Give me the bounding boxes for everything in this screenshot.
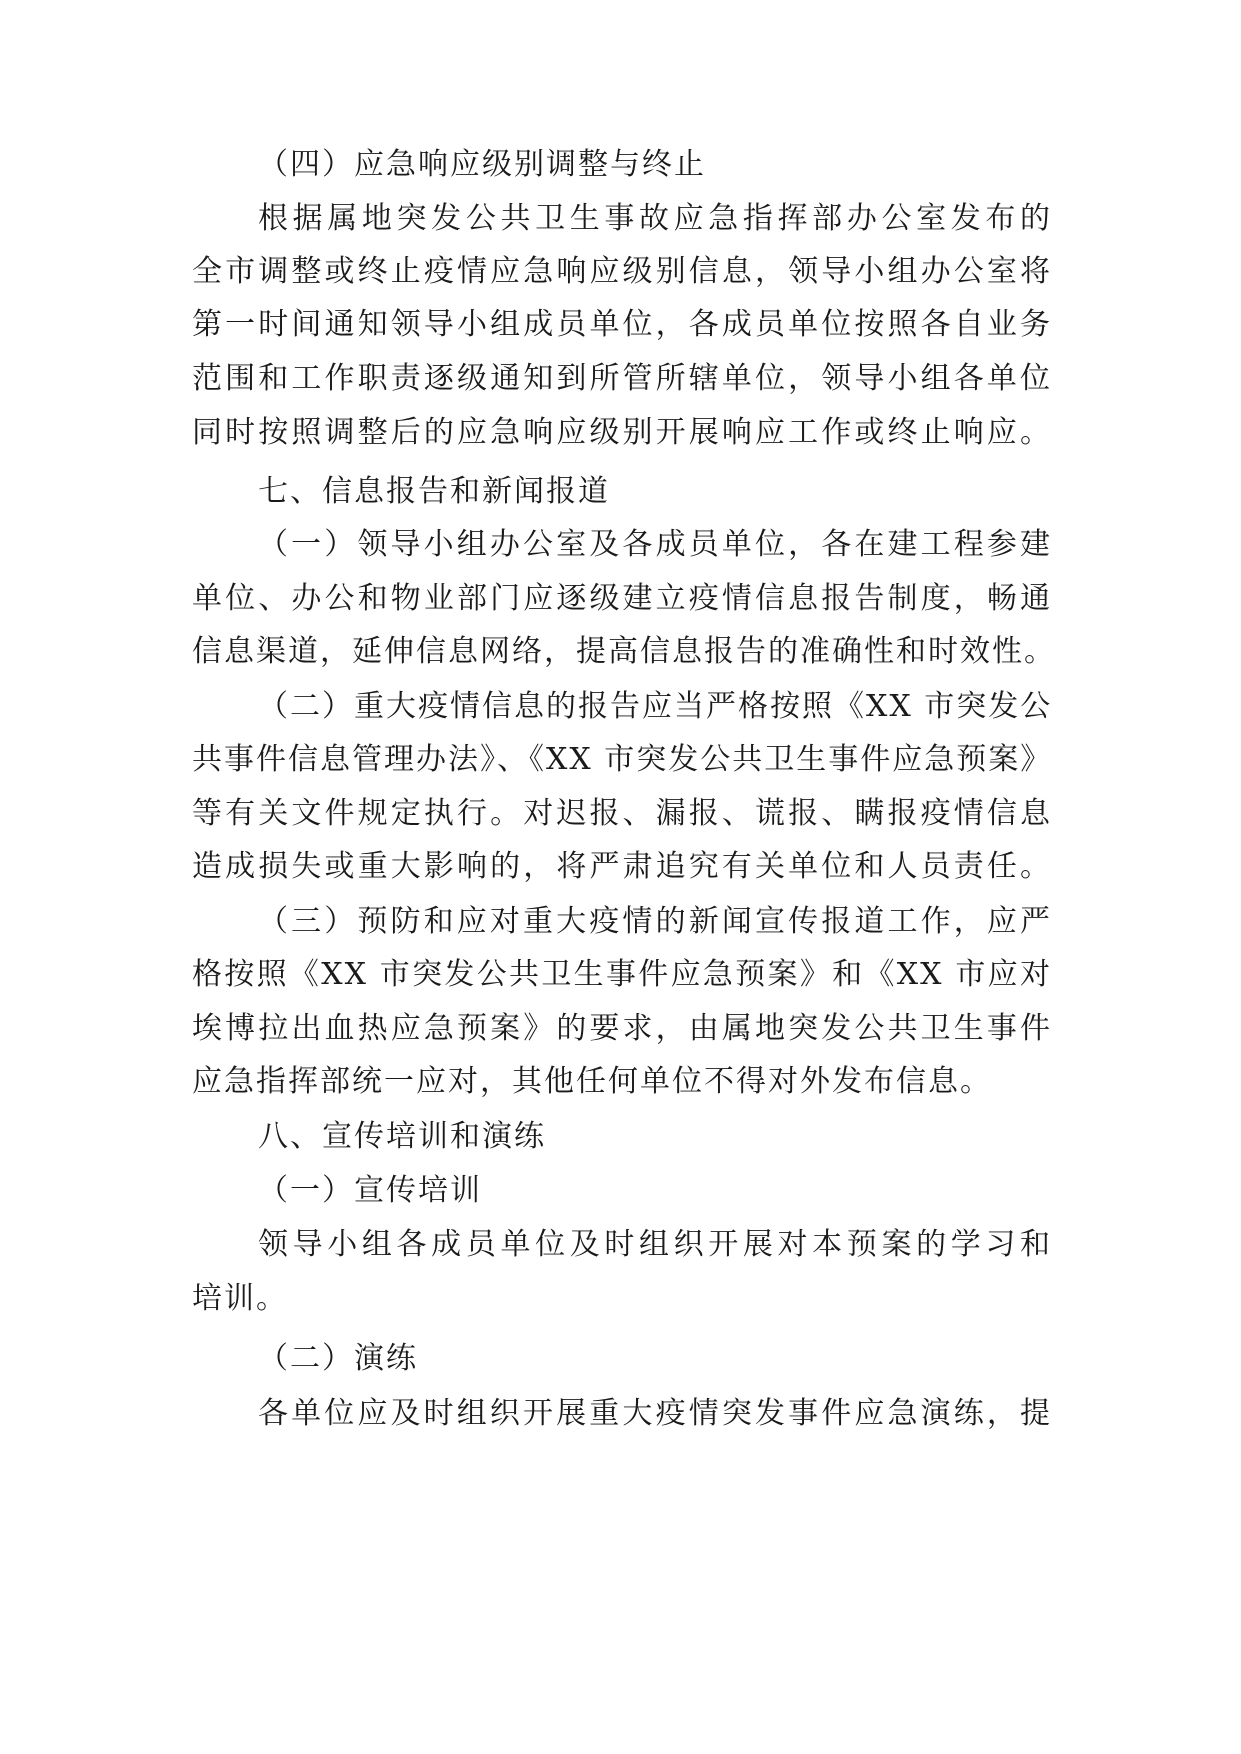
text-line: 领导小组各成员单位及时组织开展对本预案的学习和	[258, 1227, 1052, 1262]
text-line: 全市调整或终止疫情应急响应级别信息，领导小组办公室将	[192, 254, 1052, 289]
text-line: 等有关文件规定执行。对迟报、漏报、谎报、瞒报疫情信息	[192, 796, 1052, 831]
text-line: 根据属地突发公共卫生事故应急指挥部办公室发布的	[258, 201, 1052, 236]
text-line: 单位、办公和物业部门应逐级建立疫情信息报告制度，畅通	[192, 581, 1052, 616]
text-line: 培训。	[192, 1281, 288, 1316]
text-line: 造成损失或重大影响的，将严肃追究有关单位和人员责任。	[192, 849, 1052, 884]
text-line: 八、宣传培训和演练	[258, 1119, 546, 1154]
text-line: 第一时间通知领导小组成员单位，各成员单位按照各自业务	[192, 307, 1052, 342]
text-line: （二）重大疫情信息的报告应当严格按照《XX 市突发公	[258, 689, 1053, 724]
text-line: 格按照《XX 市突发公共卫生事件应急预案》和《XX 市应对	[192, 957, 1052, 992]
text-line: 同时按照调整后的应急响应级别开展响应工作或终止响应。	[192, 415, 1052, 450]
text-line: 范围和工作职责逐级通知到所管所辖单位，领导小组各单位	[192, 361, 1052, 396]
text-line: 各单位应及时组织开展重大疫情突发事件应急演练，提	[258, 1396, 1052, 1431]
text-line: 埃博拉出血热应急预案》的要求，由属地突发公共卫生事件	[192, 1011, 1052, 1046]
text-line: （一）宣传培训	[258, 1173, 482, 1208]
text-line: （三）预防和应对重大疫情的新闻宣传报道工作，应严	[258, 904, 1052, 939]
text-line: 应急指挥部统一应对，其他任何单位不得对外发布信息。	[192, 1064, 992, 1099]
text-line: 七、信息报告和新闻报道	[258, 474, 610, 509]
text-line: （四）应急响应级别调整与终止	[258, 147, 706, 182]
text-line: 信息渠道，延伸信息网络，提高信息报告的准确性和时效性。	[192, 634, 1056, 669]
text-line: 共事件信息管理办法》、《XX 市突发公共卫生事件应急预案》	[192, 742, 1053, 777]
text-line: （二）演练	[258, 1341, 418, 1376]
text-line: （一）领导小组办公室及各成员单位，各在建工程参建	[258, 527, 1052, 562]
